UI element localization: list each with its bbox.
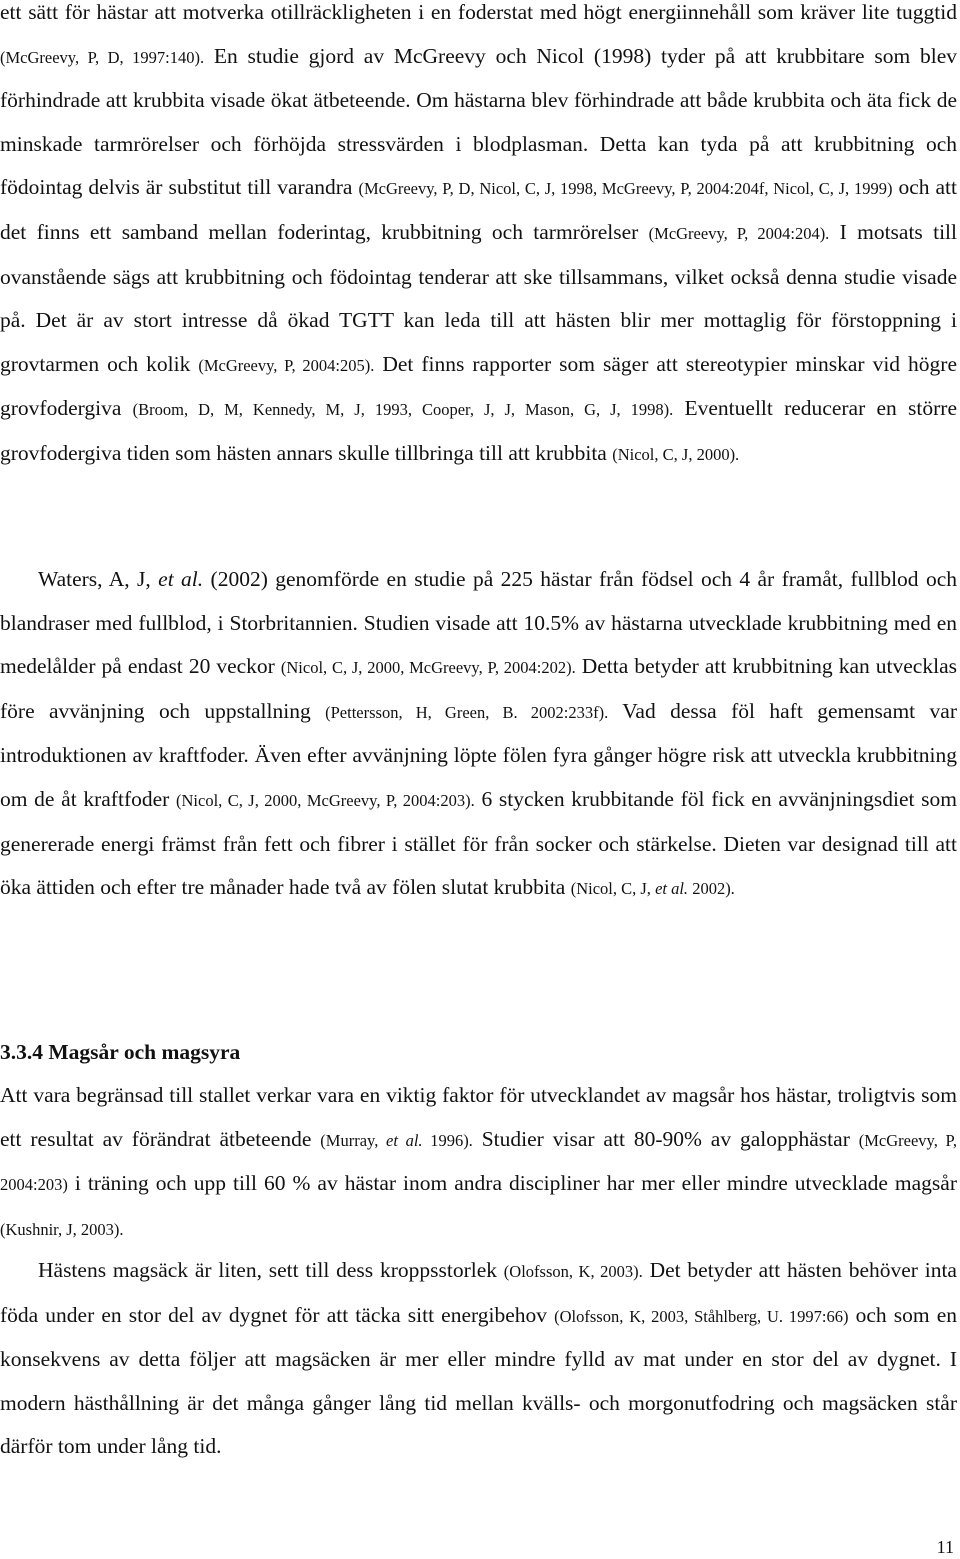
text-run: Vad dessa föl haft gemensamt var introduktionen av kraftfoder. Även efter avvänjning löpte fölen fyra gånger högre risk att utveckla krubbitning om de åt kraftfoder <box>0 698 957 811</box>
citation: (Nicol, C, J, 2000, McGreevy, P, 2004:202). <box>280 658 576 678</box>
text-run: Det betyder att hästen behöver inta föda under en stor del av dygnet för att täcka sitt energibehov <box>0 1258 957 1327</box>
citation: 1996). <box>422 1130 473 1150</box>
text-run: ett sätt för hästar att motverka otillräckligheten i en foderstat med högt energiinnehåll som kräver lite tuggtid <box>0 0 957 24</box>
citation: (Olofsson, K, 2003). <box>503 1262 643 1281</box>
text-run: I motsats till ovanstående sägs att krubbitning och födointag tenderar att ske tillsammans, vilket också denna studie visade på. Det är av stort intresse då ökad TGTT kan leda till att hästen blir mer mottaglig för förstoppning i grovtarmen och kolik <box>0 219 957 376</box>
page-number: 11 <box>936 1537 954 1557</box>
citation: (Kushnir, J, 2003). <box>0 1219 124 1239</box>
text-run: Detta betyder att krubbitning kan utvecklas före avvänjning och uppstallning <box>0 654 957 723</box>
text-run: och som en konsekvens av detta följer att magsäcken är mer eller mindre fylld av mat under en stor del av dygnet. I modern hästhållning är det många gånger lång tid mellan kvälls- och morgonutfodring och magsäcken står därför tom under lång tid. <box>0 1302 957 1459</box>
citation: (McGreevy, P, 2004:205). <box>198 355 375 375</box>
text-run: En studie gjord av McGreevy och Nicol (1998) tyder på att krubbitare som blev förhindrade att krubbita visade ökat ätbeteende. Om hästarna blev förhindrade att både krubbita och äta fick de minskade tarmrörelser och förhöjda stressvärden i blodplasman. Detta kan tyda på att krubbitning och födointag delvis är substitut till varandra <box>0 43 957 200</box>
text-run: och att det finns ett samband mellan foderintag, krubbitning och tarmrörelser <box>0 175 957 244</box>
text-run: Hästens magsäck är liten, sett till dess kroppsstorlek <box>38 1258 504 1282</box>
citation: (Broom, D, M, Kennedy, M, J, 1993, Cooper, J, J, Mason, G, J, 1998). <box>132 400 674 420</box>
citation: (Nicol, C, J, 2000). <box>612 444 740 464</box>
paragraph-stomach-size <box>0 1249 957 1469</box>
citation: (Pettersson, H, Green, B. 2002:233f). <box>325 702 609 722</box>
citation: 2002). <box>688 879 735 899</box>
text-run: 6 stycken krubbitande föl fick en avvänjningsdiet som genererade energi främst från fett och fibrer i stället för från socker och stärkelse. Dieten var designad till att öka ättiden och efter tre månader hade två av fölen slutat krubbita <box>0 786 957 900</box>
text-run: (2002) genomförde en studie på 225 hästar från födsel och 4 år framåt, fullblod och blandraser med fullblod, i Storbritannien. Studien visade att 10.5% av hästarna utvecklade krubbitning med en medelålder på endast 20 veckor <box>0 567 957 679</box>
text-run: Waters, A, J, <box>38 567 159 591</box>
citation: (McGreevy, P, 2004:204). <box>648 223 830 243</box>
citation: (Nicol, C, J, 2000, McGreevy, P, 2004:203). <box>176 790 475 810</box>
text-run: Studier visar att 80-90% av galopphästar <box>472 1126 859 1151</box>
paragraph-stomach-ulcers <box>0 1074 957 1251</box>
text-run: Eventuellt reducerar en större grovfodergiva tiden som hästen annars skulle tillbringa till att krubbita <box>0 396 957 465</box>
paragraph-waters-study <box>0 558 957 911</box>
text-run: Att vara begränsad till stallet verkar vara en viktig faktor för utvecklandet av magsår hos hästar, troligtvis som ett resultat av förändrat ätbeteende <box>0 1083 957 1151</box>
citation: et al. <box>386 1130 423 1150</box>
section-heading: 3.3.4 Magsår och magsyra <box>0 1040 241 1064</box>
citation: et al. <box>655 879 689 899</box>
citation: (McGreevy, P, D, Nicol, C, J, 1998, McGreevy, P, 2004:204f, Nicol, C, J, 1999) <box>358 179 893 199</box>
text-run: et al. <box>158 567 204 591</box>
paragraph-crib-biting-feed-intake <box>0 0 957 477</box>
citation: (Olofsson, K, 2003, Ståhlberg, U. 1997:66) <box>554 1306 849 1326</box>
text-run: Det finns rapporter som säger att stereotypier minskar vid högre grovfodergiva <box>0 351 958 421</box>
text-run: i träning och upp till 60 % av hästar inom andra discipliner har mer eller mindre utvecklade magsår <box>67 1171 957 1196</box>
citation: (Nicol, C, J, <box>570 879 656 899</box>
citation: (McGreevy, P, D, 1997:140). <box>0 47 205 67</box>
citation: (McGreevy, P, 2004:203) <box>0 1130 957 1195</box>
citation: (Murray, <box>320 1130 386 1150</box>
